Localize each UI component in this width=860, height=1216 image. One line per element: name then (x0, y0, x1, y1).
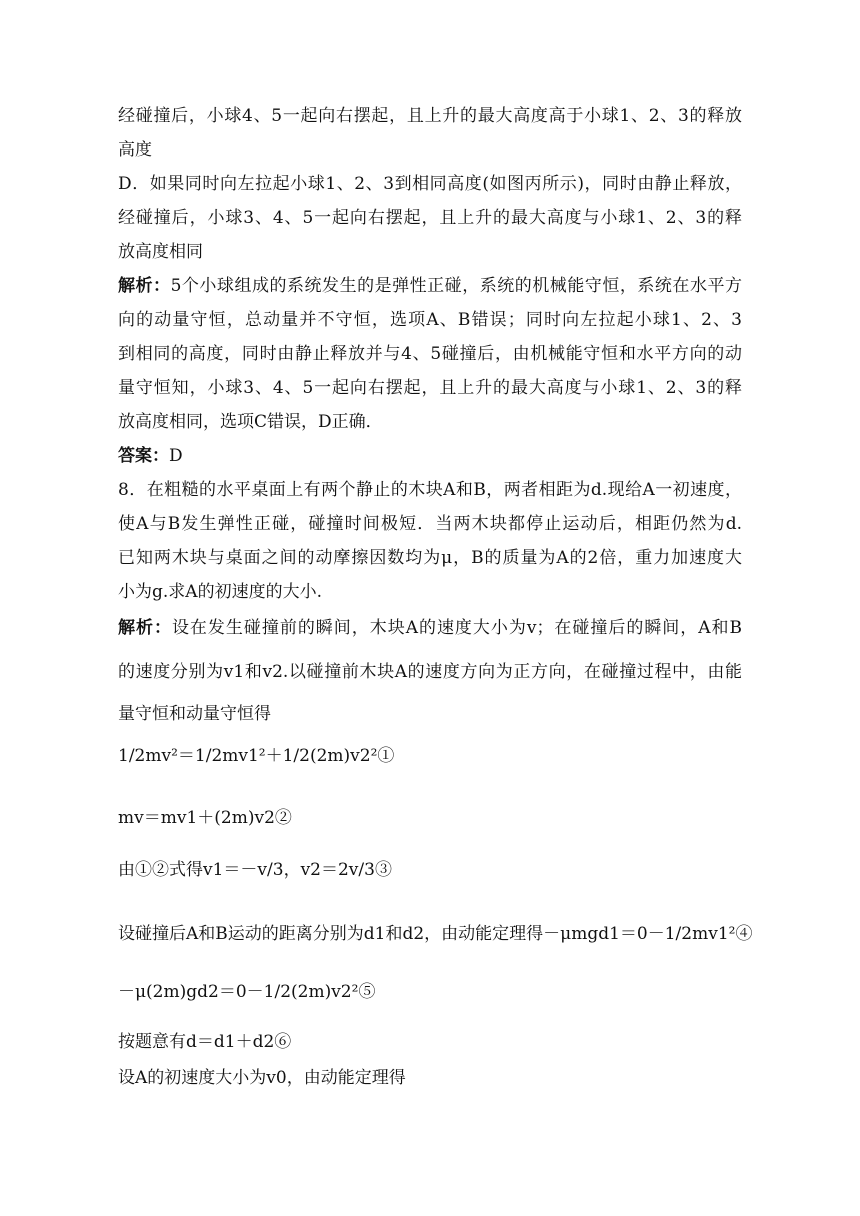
text-line: 高度 (118, 140, 152, 160)
text-line: 放高度相同 (118, 242, 203, 262)
text-line: 向的动量守恒，总动量并不守恒，选项A、B错误；同时向左拉起小球1、2、3 (118, 310, 742, 330)
equation-4: 设碰撞后A和B运动的距离分别为d1和d2，由动能定理得－μmgd1＝0－1/2mv1²④ (118, 924, 753, 944)
answer-label: 答案： (118, 446, 169, 466)
equation-5: －μ(2m)gd2＝0－1/2(2m)v2²⑤ (118, 982, 376, 1002)
text-line: 量守恒知，小球3、4、5一起向右摆起，且上升的最大高度与小球1、2、3的释 (118, 378, 742, 398)
option-d-line: D．如果同时向左拉起小球1、2、3到相同高度(如图丙所示)，同时由静止释放， (118, 174, 742, 194)
answer-text: D (169, 446, 183, 466)
text-line: 经碰撞后，小球4、5一起向右摆起，且上升的最大高度高于小球1、2、3的释放 (118, 106, 742, 126)
text-line: 到相同的高度，同时由静止释放并与4、5碰撞后，由机械能守恒和水平方向的动 (118, 344, 742, 364)
analysis-line (118, 616, 742, 640)
text-line: 经碰撞后，小球3、4、5一起向右摆起，且上升的最大高度与小球1、2、3的释 (118, 208, 742, 228)
text-line: 放高度相同，选项C错误，D正确． (118, 412, 383, 432)
analysis-text: 设在发生碰撞前的瞬间，木块A的速度大小为v；在碰撞后的瞬间，A和B (171, 618, 743, 638)
equation-6: 按题意有d＝d1＋d2⑥ (118, 1032, 292, 1052)
equation-3: 由①②式得v1＝－v/3，v2＝2v/3③ (118, 860, 392, 880)
text-line: 量守恒和动量守恒得 (118, 704, 271, 724)
analysis-line (118, 274, 742, 298)
analysis-text: 5个小球组成的系统发生的是弹性正碰，系统的机械能守恒，系统在水平方 (170, 276, 742, 296)
text-line: 设A的初速度大小为v0，由动能定理得 (118, 1068, 406, 1088)
analysis-label: 解析： (118, 276, 171, 296)
text-line: 的速度分别为v1和v2.以碰撞前木块A的速度方向为正方向，在碰撞过程中，由能 (118, 662, 742, 682)
text-line: 已知两木块与桌面之间的动摩擦因数均为μ，B的质量为A的2倍，重力加速度大 (118, 548, 742, 568)
answer-line (118, 444, 742, 468)
text-line: 小为g.求A的初速度的大小. (118, 582, 322, 602)
equation-1: 1/2mv²＝1/2mv1²＋1/2(2m)v2²① (118, 746, 395, 766)
equation-2: mv＝mv1＋(2m)v2② (118, 808, 292, 828)
analysis-label: 解析： (118, 618, 172, 638)
question-line: 8．在粗糙的水平桌面上有两个静止的木块A和B，两者相距为d.现给A一初速度， (118, 480, 742, 500)
text-line: 使A与B发生弹性正碰，碰撞时间极短．当两木块都停止运动后，相距仍然为d. (118, 514, 742, 534)
